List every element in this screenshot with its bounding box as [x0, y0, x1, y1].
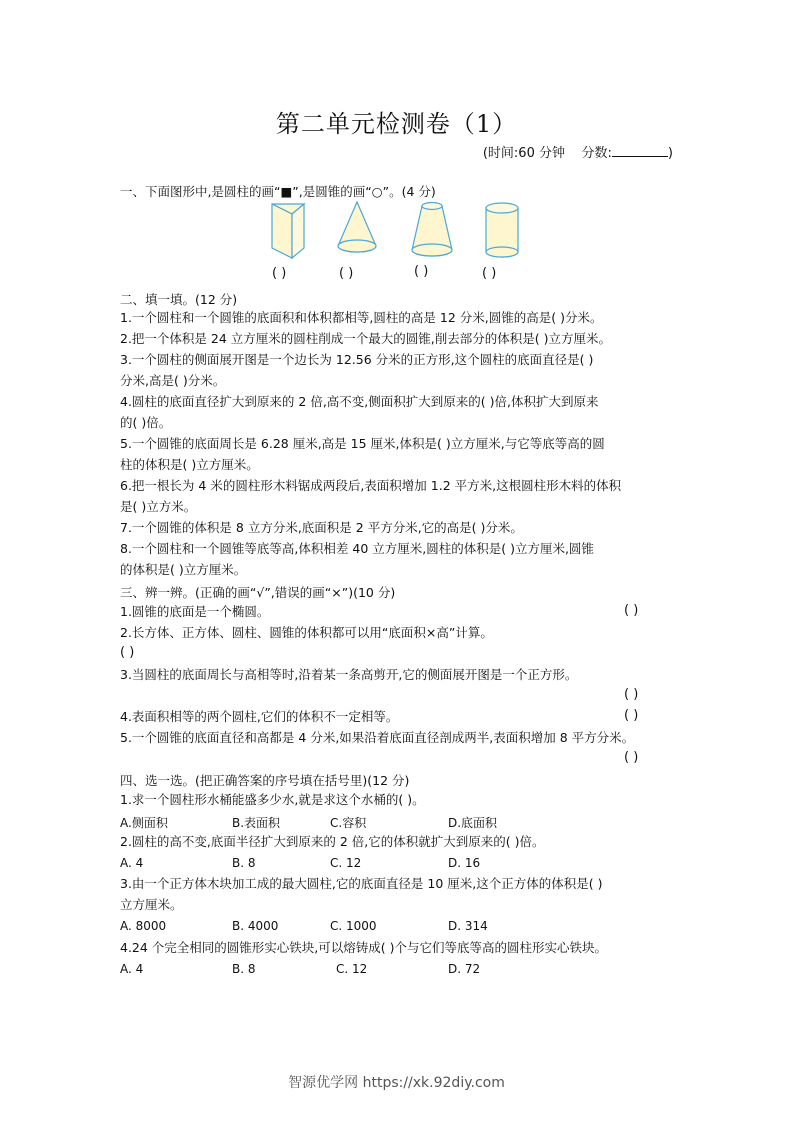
- q3-option-c[interactable]: C. 1000: [330, 919, 377, 933]
- judge-paren-3[interactable]: ( ): [624, 687, 639, 702]
- section-1-title: 一、下面图形中,是圆柱的画“■”,是圆锥的画“○”。(4 分): [120, 184, 436, 199]
- shapes-figure: [262, 198, 532, 262]
- choice-q4: 4.24 个完全相同的圆锥形实心铁块,可以熔铸成( )个与它们等底等高的圆柱形实心铁块。: [120, 940, 608, 955]
- q2-option-c[interactable]: C. 12: [330, 856, 362, 870]
- q3-option-d[interactable]: D. 314: [448, 919, 488, 933]
- judge-line-1: 1.圆锥的底面是一个椭圆。: [120, 604, 270, 619]
- q3-option-a[interactable]: A. 8000: [120, 919, 167, 933]
- prism-shape: [272, 204, 304, 258]
- q4-option-b[interactable]: B. 8: [232, 962, 256, 976]
- judge-line-5: 5.一个圆锥的底面直径和高都是 4 分米,如果沿着底面直径剖成两半,表面积增加 8 平方分米。: [120, 730, 635, 745]
- fill-line-3b: 分米,高是( )分米。: [120, 373, 226, 388]
- fill-line-6: 6.把一根长为 4 米的圆柱形木料锯成两段后,表面积增加 1.2 平方米,这根圆柱形木料的体积: [120, 478, 622, 493]
- choice-q3b: 立方厘米。: [120, 897, 183, 912]
- choice-q3: 3.由一个正方体木块加工成的最大圆柱,它的底面直径是 10 厘米,这个正方体的体积是( ): [120, 876, 603, 891]
- choice-q1: 1.求一个圆柱形水桶能盛多少水,就是求这个水桶的( )。: [120, 792, 425, 807]
- judge-line-2: 2.长方体、正方体、圆柱、圆锥的体积都可以用“底面积×高”计算。: [120, 625, 493, 640]
- q4-option-a[interactable]: A. 4: [120, 962, 144, 976]
- fill-line-6b: 是( )立方米。: [120, 499, 197, 514]
- q1-option-d[interactable]: D.底面积: [448, 816, 498, 830]
- q1-option-c[interactable]: C.容积: [330, 816, 367, 830]
- choice-q2: 2.圆柱的高不变,底面半径扩大到原来的 2 倍,它的体积就扩大到原来的( )倍。: [120, 834, 545, 849]
- fill-line-8: 8.一个圆柱和一个圆锥等底等高,体积相差 40 立方厘米,圆柱的体积是( )立方厘米,圆锥: [120, 541, 594, 556]
- fill-line-2: 2.把一个体积是 24 立方厘米的圆柱削成一个最大的圆锥,削去部分的体积是( )立方厘米。: [120, 331, 611, 346]
- page-title: 第二单元检测卷（1）: [275, 110, 518, 138]
- judge-paren-2[interactable]: ( ): [120, 645, 135, 660]
- fill-line-8b: 的体积是( )立方厘米。: [120, 562, 247, 577]
- q4-option-d[interactable]: D. 72: [448, 962, 481, 976]
- footer-watermark: 智源优学网 https://xk.92diy.com: [288, 1075, 505, 1091]
- fill-line-3: 3.一个圆柱的侧面展开图是一个边长为 12.56 分米的正方形,这个圆柱的底面直径是( ): [120, 352, 594, 367]
- time-label: (时间:60 分钟: [482, 146, 565, 161]
- judge-paren-4[interactable]: ( ): [624, 708, 639, 723]
- fill-line-7: 7.一个圆锥的体积是 8 立方分米,底面积是 2 平方分米,它的高是( )分米。: [120, 520, 523, 535]
- fill-line-5b: 柱的体积是( )立方厘米。: [120, 457, 259, 472]
- time-score-line: [483, 142, 673, 161]
- answer-paren-1[interactable]: ( ): [272, 266, 287, 281]
- q2-option-d[interactable]: D. 16: [448, 856, 481, 870]
- frustum-shape: [412, 203, 452, 257]
- fill-line-1: 1.一个圆柱和一个圆锥的底面积和体积都相等,圆柱的高是 12 分米,圆锥的高是( )分米。: [120, 310, 603, 325]
- score-label: 分数:: [581, 146, 612, 161]
- section-2-title: 二、填一填。(12 分): [120, 292, 238, 307]
- cylinder-shape: [486, 203, 518, 257]
- judge-line-3: 3.当圆柱的底面周长与高相等时,沿着某一条高剪开,它的侧面展开图是一个正方形。: [120, 667, 578, 682]
- fill-line-4: 4.圆柱的底面直径扩大到原来的 2 倍,高不变,侧面积扩大到原来的( )倍,体积扩大到原来: [120, 394, 599, 409]
- fill-line-5: 5.一个圆锥的底面周长是 6.28 厘米,高是 15 厘米,体积是( )立方厘米,与它等底等高的圆: [120, 436, 605, 451]
- answer-paren-3[interactable]: ( ): [414, 264, 429, 279]
- section-3-title: 三、辨一辨。(正确的画“√”,错误的画“×”)(10 分): [120, 585, 396, 600]
- cone-shape: [338, 202, 376, 252]
- judge-line-4: 4.表面积相等的两个圆柱,它们的体积不一定相等。: [120, 709, 399, 724]
- q3-option-b[interactable]: B. 4000: [232, 919, 279, 933]
- meta-close: ): [667, 146, 673, 161]
- q1-option-a[interactable]: A.侧面积: [120, 816, 168, 830]
- q2-option-a[interactable]: A. 4: [120, 856, 144, 870]
- judge-paren-5[interactable]: ( ): [624, 750, 639, 765]
- answer-paren-2[interactable]: ( ): [339, 266, 354, 281]
- answer-paren-4[interactable]: ( ): [482, 266, 497, 281]
- fill-line-4b: 的( )倍。: [120, 415, 172, 430]
- q2-option-b[interactable]: B. 8: [232, 856, 256, 870]
- q1-option-b[interactable]: B.表面积: [232, 816, 281, 830]
- q4-option-c[interactable]: C. 12: [336, 962, 368, 976]
- judge-paren-1[interactable]: ( ): [624, 603, 639, 618]
- score-blank: [612, 144, 668, 157]
- section-4-title: 四、选一选。(把正确答案的序号填在括号里)(12 分): [120, 773, 410, 788]
